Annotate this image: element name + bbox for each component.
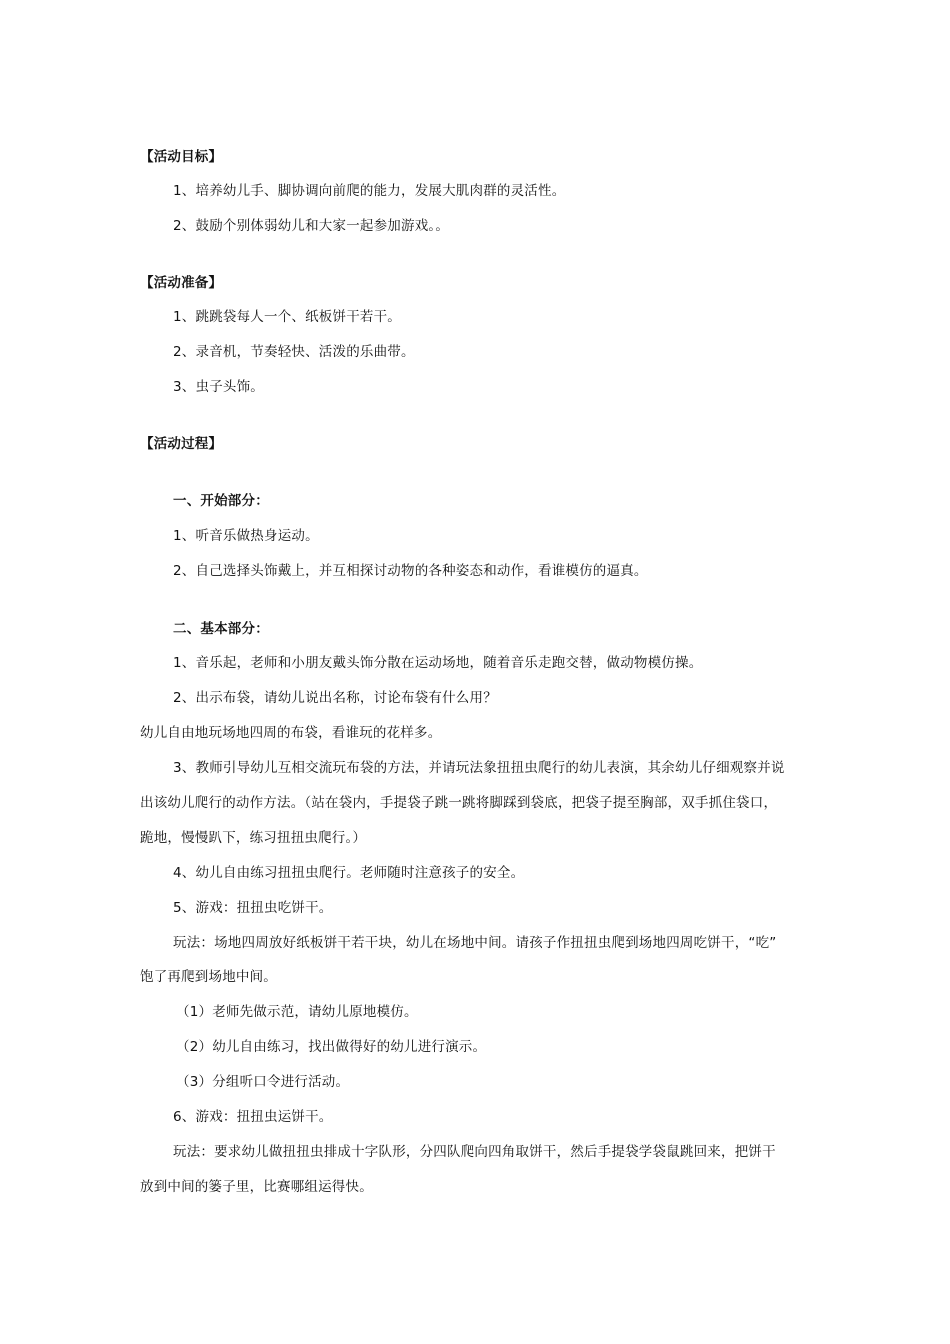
- part2-item-5: 5、游戏：扭扭虫吃饼干。: [173, 900, 333, 916]
- goal-item-1: 1、培养幼儿手、脚协调向前爬的能力，发展大肌肉群的灵活性。: [173, 183, 566, 199]
- game1-step-2: （2）幼儿自由练习，找出做得好的幼儿进行演示。: [176, 1039, 487, 1055]
- preparation-item-3: 3、虫子头饰。: [173, 379, 264, 395]
- part2-item-3-line-1: 3、教师引导幼儿互相交流玩布袋的方法，并请玩法象扭扭虫爬行的幼儿表演，其余幼儿仔细观察并说: [173, 760, 785, 776]
- goals-heading: 【活动目标】: [140, 149, 223, 165]
- game1-step-3: （3）分组听口令进行活动。: [176, 1074, 350, 1090]
- part2-item-1: 1、音乐起，老师和小朋友戴头饰分散在运动场地，随着音乐走跑交替，做动物模仿操。: [173, 655, 703, 671]
- game1-rules-line-1: 玩法：场地四周放好纸板饼干若干块，幼儿在场地中间。请孩子作扭扭虫爬到场地四周吃饼干，“吃”: [173, 935, 777, 951]
- part2-item-3-line-2: 出该幼儿爬行的动作方法。（站在袋内，手提袋子跳一跳将脚踩到袋底，把袋子提至胸部，双手抓住袋口，: [140, 795, 778, 811]
- game2-rules-line-2: 放到中间的篓子里，比赛哪组运得快。: [140, 1179, 373, 1195]
- part1-item-1: 1、听音乐做热身运动。: [173, 528, 319, 544]
- part2-item-6: 6、游戏：扭扭虫运饼干。: [173, 1109, 333, 1125]
- game1-step-1: （1）老师先做示范，请幼儿原地模仿。: [176, 1004, 418, 1020]
- game1-rules-line-2: 饱了再爬到场地中间。: [140, 969, 277, 985]
- part2-item-4: 4、幼儿自由练习扭扭虫爬行。老师随时注意孩子的安全。: [173, 865, 525, 881]
- preparation-heading: 【活动准备】: [140, 275, 223, 291]
- part2-item-2-note: 幼儿自由地玩场地四周的布袋，看谁玩的花样多。: [140, 725, 442, 741]
- part2-item-3-line-3: 跪地，慢慢趴下，练习扭扭虫爬行。）: [140, 830, 367, 846]
- part1-title: 一、开始部分：: [173, 493, 269, 509]
- part1-item-2: 2、自己选择头饰戴上，并互相探讨动物的各种姿态和动作，看谁模仿的逼真。: [173, 563, 648, 579]
- goal-item-2: 2、鼓励个别体弱幼儿和大家一起参加游戏。。: [173, 218, 450, 234]
- preparation-item-1: 1、跳跳袋每人一个、纸板饼干若干。: [173, 309, 401, 325]
- part2-title: 二、基本部分：: [173, 621, 269, 637]
- preparation-item-2: 2、录音机，节奏轻快、活泼的乐曲带。: [173, 344, 415, 360]
- game2-rules-line-1: 玩法：要求幼儿做扭扭虫排成十字队形，分四队爬向四角取饼干，然后手提袋学袋鼠跳回来，把饼干: [173, 1144, 776, 1160]
- process-heading: 【活动过程】: [140, 436, 223, 452]
- part2-item-2: 2、出示布袋，请幼儿说出名称，讨论布袋有什么用？: [173, 690, 497, 706]
